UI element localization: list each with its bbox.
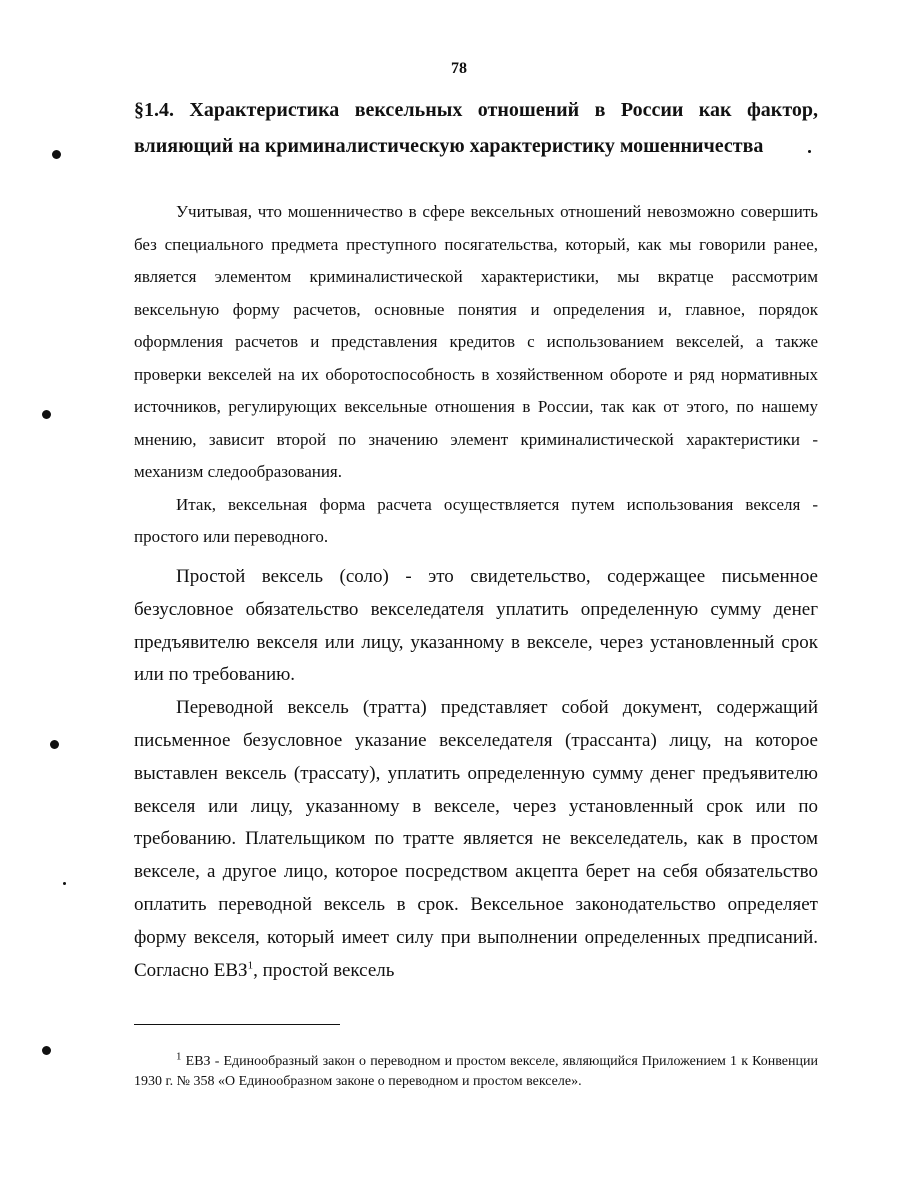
paragraph-3: Простой вексель (соло) - это свидетельство, содержащее письменное безусловное обязательство векселедателя уплатить определенную сумму денег предъявителю векселя или лицу, указанному в векселе, через установленный срок или по требованию. — [134, 566, 818, 686]
section-title-line-1: §1.4. Характеристика вексельных отношений в России как фактор, — [134, 99, 818, 121]
binding-hole-mark-2 — [42, 410, 51, 419]
section-title — [134, 92, 818, 164]
main-text-block — [134, 561, 818, 987]
paragraph-4-main: Переводной вексель (тратта) представляет собой документ, содержащий письменное безусловное указание векселедателя (трассанта) лицу, на которое выставлен вексель (трассату), уплатить определенную сумму денег предъявителю векселя или лицу, указанному в векселе, через установленный срок или по требованию. Плательщиком по тратте является не векселедатель, как в простом векселе, а другое лицо, которое посредством акцепта берет на себя обязательство оплатить переводной вексель в срок. Вексельное законодательство определяет форму векселя, который имеет силу при выполнении определенных предписаний. Согласно ЕВЗ — [134, 697, 818, 981]
paragraph-1: Учитывая, что мошенничество в сфере вексельных отношений невозможно совершить без специального предмета преступного посягательства, который, как мы говорили ранее, является элементом криминалистической характеристики, мы вкратце рассмотрим вексельную форму расчетов, основные понятия и определения и, главное, порядок оформления расчетов и представления кредитов с использованием векселей, а также проверки векселей на их оборотоспособность в хозяйственном обороте и ряд нормативных источников, регулирующих вексельные отношения в России, так как от этого, по нашему мнению, зависит второй по значению элемент криминалистической характеристики - механизм следообразования. — [134, 202, 818, 481]
footnote-text: ЕВЗ - Единообразный закон о переводном и простом векселе, являющийся Приложением 1 к Конвенции 1930 г. № 358 «О Единообразном законе о переводном и простом векселе». — [134, 1054, 818, 1089]
paragraph-4 — [134, 692, 818, 987]
intro-text-block — [134, 196, 818, 554]
binding-hole-mark-4 — [42, 1046, 51, 1055]
page-number: 78 — [451, 60, 467, 77]
paragraph-2: Итак, вексельная форма расчета осуществляется путем использования векселя - простого или переводного. — [134, 494, 818, 546]
footnote — [134, 1052, 818, 1092]
footnote-reference: 1 — [247, 959, 254, 972]
footnote-marker: 1 — [176, 1050, 182, 1063]
scan-speck-1 — [63, 882, 66, 885]
footnote-separator — [134, 1024, 340, 1025]
scan-speck-2 — [808, 150, 811, 153]
section-title-line-2: влияющий на криминалистическую характеристику мошенничества — [134, 135, 764, 157]
binding-hole-mark-1 — [52, 150, 61, 159]
binding-hole-mark-3 — [50, 740, 59, 749]
paragraph-4-end: , простой вексель — [253, 959, 395, 981]
